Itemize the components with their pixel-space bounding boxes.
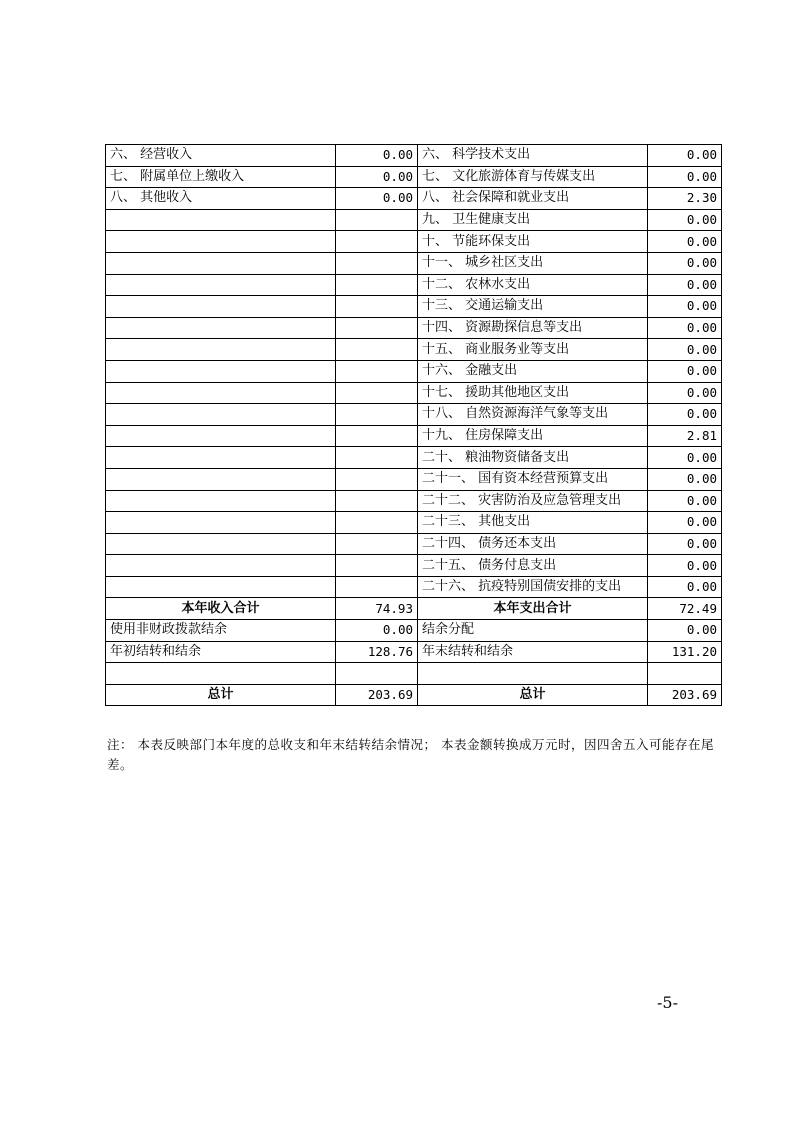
expense-total-label: 总计 [418, 684, 648, 706]
expense-item-amount: 0.00 [648, 468, 722, 490]
expense-item-amount: 0.00 [648, 447, 722, 469]
expense-item-label: 十四、 资源勘探信息等支出 [418, 317, 648, 339]
expense-total-label: 本年支出合计 [418, 598, 648, 620]
income-item-label: 使用非财政拨款结余 [106, 620, 336, 642]
table-row [106, 317, 722, 339]
expense-item-amount: 0.00 [648, 317, 722, 339]
expense-item-label: 二十、 粮油物资储备支出 [418, 447, 648, 469]
income-item-label [106, 447, 336, 469]
expense-item-amount: 0.00 [648, 145, 722, 167]
expense-item-amount: 0.00 [648, 252, 722, 274]
income-item-amount [336, 512, 418, 534]
expense-item-label: 二十四、 债务还本支出 [418, 533, 648, 555]
income-item-amount [336, 576, 418, 598]
balance-row [106, 663, 722, 685]
income-item-label: 六、 经营收入 [106, 145, 336, 167]
expense-item-label: 二十二、 灾害防治及应急管理支出 [418, 490, 648, 512]
table-row [106, 231, 722, 253]
income-item-amount [336, 468, 418, 490]
expense-item-label: 十八、 自然资源海洋气象等支出 [418, 404, 648, 426]
income-item-label [106, 360, 336, 382]
expense-item-amount: 0.00 [648, 490, 722, 512]
income-item-label [106, 425, 336, 447]
income-item-label [106, 209, 336, 231]
expense-item-label: 年末结转和结余 [418, 641, 648, 663]
expense-item-amount [648, 663, 722, 685]
grand-total-row [106, 684, 722, 706]
expense-item-label: 二十三、 其他支出 [418, 512, 648, 534]
expense-item-amount: 131.20 [648, 641, 722, 663]
table-row [106, 188, 722, 210]
income-item-amount [336, 274, 418, 296]
expense-item-amount: 0.00 [648, 339, 722, 361]
income-item-label [106, 339, 336, 361]
income-item-amount [336, 663, 418, 685]
expense-item-label: 十二、 农林水支出 [418, 274, 648, 296]
table-row [106, 339, 722, 361]
income-item-label [106, 490, 336, 512]
expense-item-amount: 0.00 [648, 360, 722, 382]
expense-item-amount: 0.00 [648, 209, 722, 231]
income-item-amount [336, 533, 418, 555]
income-total-amount: 203.69 [336, 684, 418, 706]
income-item-label [106, 296, 336, 318]
income-item-label: 七、 附属单位上缴收入 [106, 166, 336, 188]
expense-item-label: 十五、 商业服务业等支出 [418, 339, 648, 361]
table-body [106, 145, 722, 706]
expense-item-amount: 0.00 [648, 231, 722, 253]
expense-item-label: 七、 文化旅游体育与传媒支出 [418, 166, 648, 188]
page-number: -5- [657, 993, 678, 1012]
expense-item-label: 结余分配 [418, 620, 648, 642]
income-item-label [106, 274, 336, 296]
expense-item-amount: 0.00 [648, 576, 722, 598]
table-row [106, 447, 722, 469]
year-total-row [106, 598, 722, 620]
income-item-label [106, 404, 336, 426]
expense-item-label: 二十六、 抗疫特别国债安排的支出 [418, 576, 648, 598]
income-item-amount: 0.00 [336, 145, 418, 167]
expense-item-label: 二十一、 国有资本经营预算支出 [418, 468, 648, 490]
table-note: 注： 本表反映部门本年度的总收支和年末结转结余情况； 本表金额转换成万元时，因四舍五入可能存在尾差。 [107, 737, 714, 772]
income-item-amount [336, 209, 418, 231]
table-row [106, 274, 722, 296]
expense-item-label [418, 663, 648, 685]
expense-item-amount: 2.81 [648, 425, 722, 447]
income-item-label [106, 576, 336, 598]
table-row [106, 533, 722, 555]
expense-item-label: 九、 卫生健康支出 [418, 209, 648, 231]
income-item-amount [336, 296, 418, 318]
table-row [106, 382, 722, 404]
expense-item-amount: 0.00 [648, 274, 722, 296]
expense-item-label: 十九、 住房保障支出 [418, 425, 648, 447]
income-item-amount [336, 404, 418, 426]
income-item-amount [336, 447, 418, 469]
expense-item-label: 十七、 援助其他地区支出 [418, 382, 648, 404]
income-item-amount: 0.00 [336, 620, 418, 642]
income-item-label [106, 382, 336, 404]
expense-item-amount: 0.00 [648, 296, 722, 318]
income-item-amount [336, 382, 418, 404]
income-total-label: 总计 [106, 684, 336, 706]
expense-item-amount: 0.00 [648, 620, 722, 642]
expense-item-amount: 0.00 [648, 166, 722, 188]
expense-item-label: 十三、 交通运输支出 [418, 296, 648, 318]
expense-item-amount: 0.00 [648, 382, 722, 404]
table-row [106, 360, 722, 382]
income-item-amount [336, 317, 418, 339]
expense-item-label: 六、 科学技术支出 [418, 145, 648, 167]
income-item-amount [336, 231, 418, 253]
income-item-label [106, 555, 336, 577]
income-item-label [106, 231, 336, 253]
income-item-label [106, 468, 336, 490]
expense-total-amount: 203.69 [648, 684, 722, 706]
income-item-label [106, 252, 336, 274]
table-row [106, 490, 722, 512]
table-row [106, 252, 722, 274]
income-item-amount: 0.00 [336, 166, 418, 188]
expense-item-amount: 0.00 [648, 404, 722, 426]
income-item-amount [336, 360, 418, 382]
income-item-amount [336, 425, 418, 447]
income-item-label: 年初结转和结余 [106, 641, 336, 663]
income-item-amount [336, 252, 418, 274]
table-row [106, 145, 722, 167]
income-item-label [106, 512, 336, 534]
income-item-label: 八、 其他收入 [106, 188, 336, 210]
expense-item-label: 十一、 城乡社区支出 [418, 252, 648, 274]
income-item-amount [336, 490, 418, 512]
income-item-amount [336, 339, 418, 361]
income-item-label [106, 533, 336, 555]
expense-item-amount: 0.00 [648, 533, 722, 555]
expense-item-label: 十六、 金融支出 [418, 360, 648, 382]
table-row [106, 512, 722, 534]
balance-row [106, 620, 722, 642]
income-item-label [106, 317, 336, 339]
income-item-amount [336, 555, 418, 577]
income-item-amount: 0.00 [336, 188, 418, 210]
expense-item-label: 八、 社会保障和就业支出 [418, 188, 648, 210]
expense-item-label: 二十五、 债务付息支出 [418, 555, 648, 577]
income-total-amount: 74.93 [336, 598, 418, 620]
expense-item-label: 十、 节能环保支出 [418, 231, 648, 253]
income-total-label: 本年收入合计 [106, 598, 336, 620]
income-expense-table [105, 144, 722, 706]
expense-item-amount: 2.30 [648, 188, 722, 210]
expense-item-amount: 0.00 [648, 512, 722, 534]
income-item-label [106, 663, 336, 685]
table-row [106, 576, 722, 598]
table-row [106, 468, 722, 490]
expense-total-amount: 72.49 [648, 598, 722, 620]
income-item-amount: 128.76 [336, 641, 418, 663]
table-row [106, 425, 722, 447]
table-row [106, 166, 722, 188]
balance-row [106, 641, 722, 663]
expense-item-amount: 0.00 [648, 555, 722, 577]
table-row [106, 555, 722, 577]
table-row [106, 404, 722, 426]
table-row [106, 209, 722, 231]
table-row [106, 296, 722, 318]
